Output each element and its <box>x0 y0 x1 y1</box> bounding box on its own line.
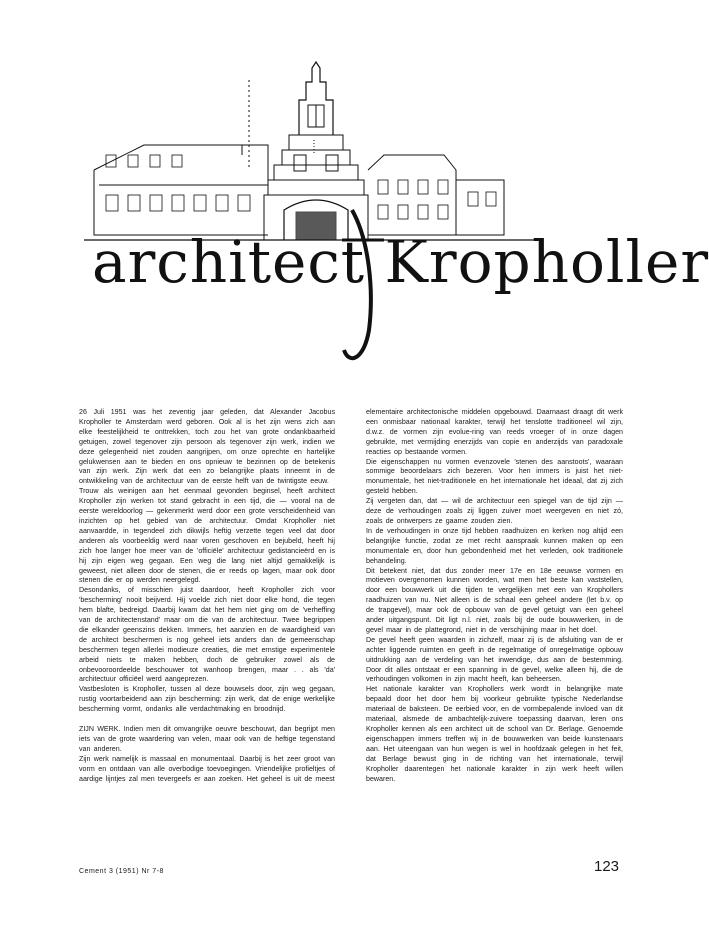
right-column <box>366 408 623 784</box>
paragraph: Vastbesloten is Kropholler, tussen al deze bouwsels door, zijn weg gegaan, rustig voortarbeidend aan zijn bescherming: zijn werk, dat de enige werkelijke bescherming vormt, ondanks alle verdachtmaking en broodnijd. <box>79 685 335 714</box>
paragraph: Het nationale karakter van Krophollers werk wordt in belangrijke mate bepaald door het door hem bij voorkeur gebruikte typische Nederlandse materiaal de baksteen. De eerbied voor, en de vormbepalende invloed van dit materiaal, alsmede de ambachtelijk-zuivere toepassing daarvan, leren ons Kropholler kennen als een architect uit de school van Dr. Berlage. Genoemde eigenschappen immers treffen wij in de bouwwerken van beide kunstenaars aan. Het uiteengaan van hun wegen is wel in hoofdzaak gelegen in het feit, dat Berlage bewust ging in de richting van het internationale, terwijl Kropholler daarentegen het nationale karakter in zijn werk heeft willen bewaren. <box>366 685 623 783</box>
paragraph-gap <box>79 715 335 725</box>
paragraph: 26 Juli 1951 was het zeventig jaar geleden, dat Alexander Jacobus Kropholler te Amsterdam werd geboren. Ook al is het zijn wens zich aan elke feestelijkheid te onttrekken, toch zou het van grote ondankbaarheid getuigen, zowel tegenover zijn persoon als tegenover zijn werk, indien we deze gelegenheid niet zouden aangrijpen, om onze oprechte en hartelijke gelukwensen aan te bieden en ons opnieuw te bezinnen op de betekenis van zijn werk. Zijn werk dat een zo belangrijke plaats inneemt in de ontwikkeling van de architectuur van de eerste helft van de twintigste eeuw. <box>79 408 335 486</box>
paragraph: Zijn werk namelijk is massaal en monumentaal. Daarbij is het zeer groot van vorm en ontdaan van alle overbodige toevoegingen. Vriendelijke profieltjes of aardige lijntjes zal men tevergeefs er aan zoeken. Het geheel is uit de meest <box>79 754 335 783</box>
paragraph: In de verhoudingen in onze tijd hebben raadhuizen en kerken nog altijd een belangrijke functie, zodat ze met recht aanspraak kunnen maken op een monumentale en, door hun gebondenheid met het verleden, ook traditionele behandeling. <box>366 526 623 565</box>
page-number: 123 <box>594 858 620 875</box>
paragraph: elementaire architectonische middelen opgebouwd. Daarnaast draagt dit werk een onmisbaar nationaal karakter, terwijl het tenslotte traditioneel wil zijn, d.w.z. de vormen zijn evolue-ring van reeds vroeger of in onze dagen gebruikte, met vermijding enerzijds van copie en anderzijds van paradoxale reacties op bestaande vormen. <box>366 408 623 456</box>
paragraph: ZIJN WERK. Indien men dit omvangrijke oeuvre beschouwt, dan begrijpt men iets van de grote waardering van velen, maar ook van de heftige tegenstand van anderen. <box>79 725 335 753</box>
paragraph: Trouw als weinigen aan het eenmaal gevonden beginsel, heeft architect Kropholler zijn werken tot stand gebracht in een tijd, die — vooral na de eerste wereldoorlog — gekenmerkt werd door een grote verscheidenheid van inzichten op het gebied van de architectuur. Omdat Kropholler niet aanvaardde, in tegendeel zich dikwijls heftig verzette tegen veel dat door anderen als voorbeeldig werd naar voren geschoven en bejubeld, heeft hij zich hoe langer hoe meer van de 'officiële' architectuur gedistancieërd en is hij zijn eigen weg gegaan. Een weg die lang niet altijd gemakkelijk is geweest, niet alleen door de stenen, die er reeds op lagen, maar ook door stenen die er op werden neergelegd. <box>79 487 335 585</box>
paragraph: Desondanks, of misschien juist daardoor, heeft Kropholler zich voor 'bescherming' nooit beijverd. Hij voelde zich niet door elke hond, die tegen hem blafte, bedreigd. Daarbij kwam dat het hem niet ging om de 'verheffing van de architectenstand' maar om die van de architectuur. Twee begrippen die elkander geenszins dekken. Immers, het aanzien en de waardigheid van de architect beschermen is nog geheel iets anders dan de gemeenschap beschermen tegen allerlei modieuze creaties, die met ernstige experimentele arbeid niets te maken hebben, doch de gebruiker zowel als de onbevooroordeelde beschouwer tot wanhoop brengen, maar . . als 'da' architectuur officiëel werd aangeprezen. <box>79 586 335 684</box>
paragraph: Dit betekent niet, dat dus zonder meer 17e en 18e eeuwse vormen en motieven overgenomen kunnen worden, wat men het beste kan vaststellen, door een bouwwerk uit die tijden te vergelijken met een van Krophollers raadhuizen van nu. Niet alleen is de schaal een geheel andere (let b.v. op de trapgevel), maar ook de opbouw van de gevel getuigt van een geheel ander uitgangspunt. Dit ligt n.l. niet, zoals bij de oude bouwwerken, in de gevel maar in de plattegrond, niet in de verschijning maar in het doel. <box>366 566 623 634</box>
journal-citation: Cement 3 (1951) Nr 7-8 <box>79 868 164 875</box>
paragraph: De gevel heeft geen waarden in zichzelf, maar zij is de afsluiting van de er achter liggende ruimten en geeft in de regelmatige of onregelmatige opbouw uitdrukking aan de verdeling van het inwendige, dus aan de bestemming. Door dit alles ontstaat er een spanning in de gevel, welke alleen hij, die de verhoudingen volkomen in zijn macht heeft, kan beheersen. <box>366 635 623 684</box>
paragraph: Zij vergeten dan, dat — wil de architectuur een spiegel van de tijd zijn — deze de verhoudingen zoals zij liggen zuiver moet weergeven en niet zó, zoals de ontwerpers ze gaarne zouden zien. <box>366 497 623 525</box>
article-title: architect Kropholler <box>92 228 709 296</box>
paragraph: Die eigenschappen nu vormen evenzovele 'stenen des aanstoots', waaraan sommige beoordelaars zich bezeren. Voor hen immers is juist het niet-monumentale, het niet-traditionele en het internationale het ideaal, dat zij zich gesteld hebben. <box>366 457 623 496</box>
left-column <box>79 408 335 785</box>
